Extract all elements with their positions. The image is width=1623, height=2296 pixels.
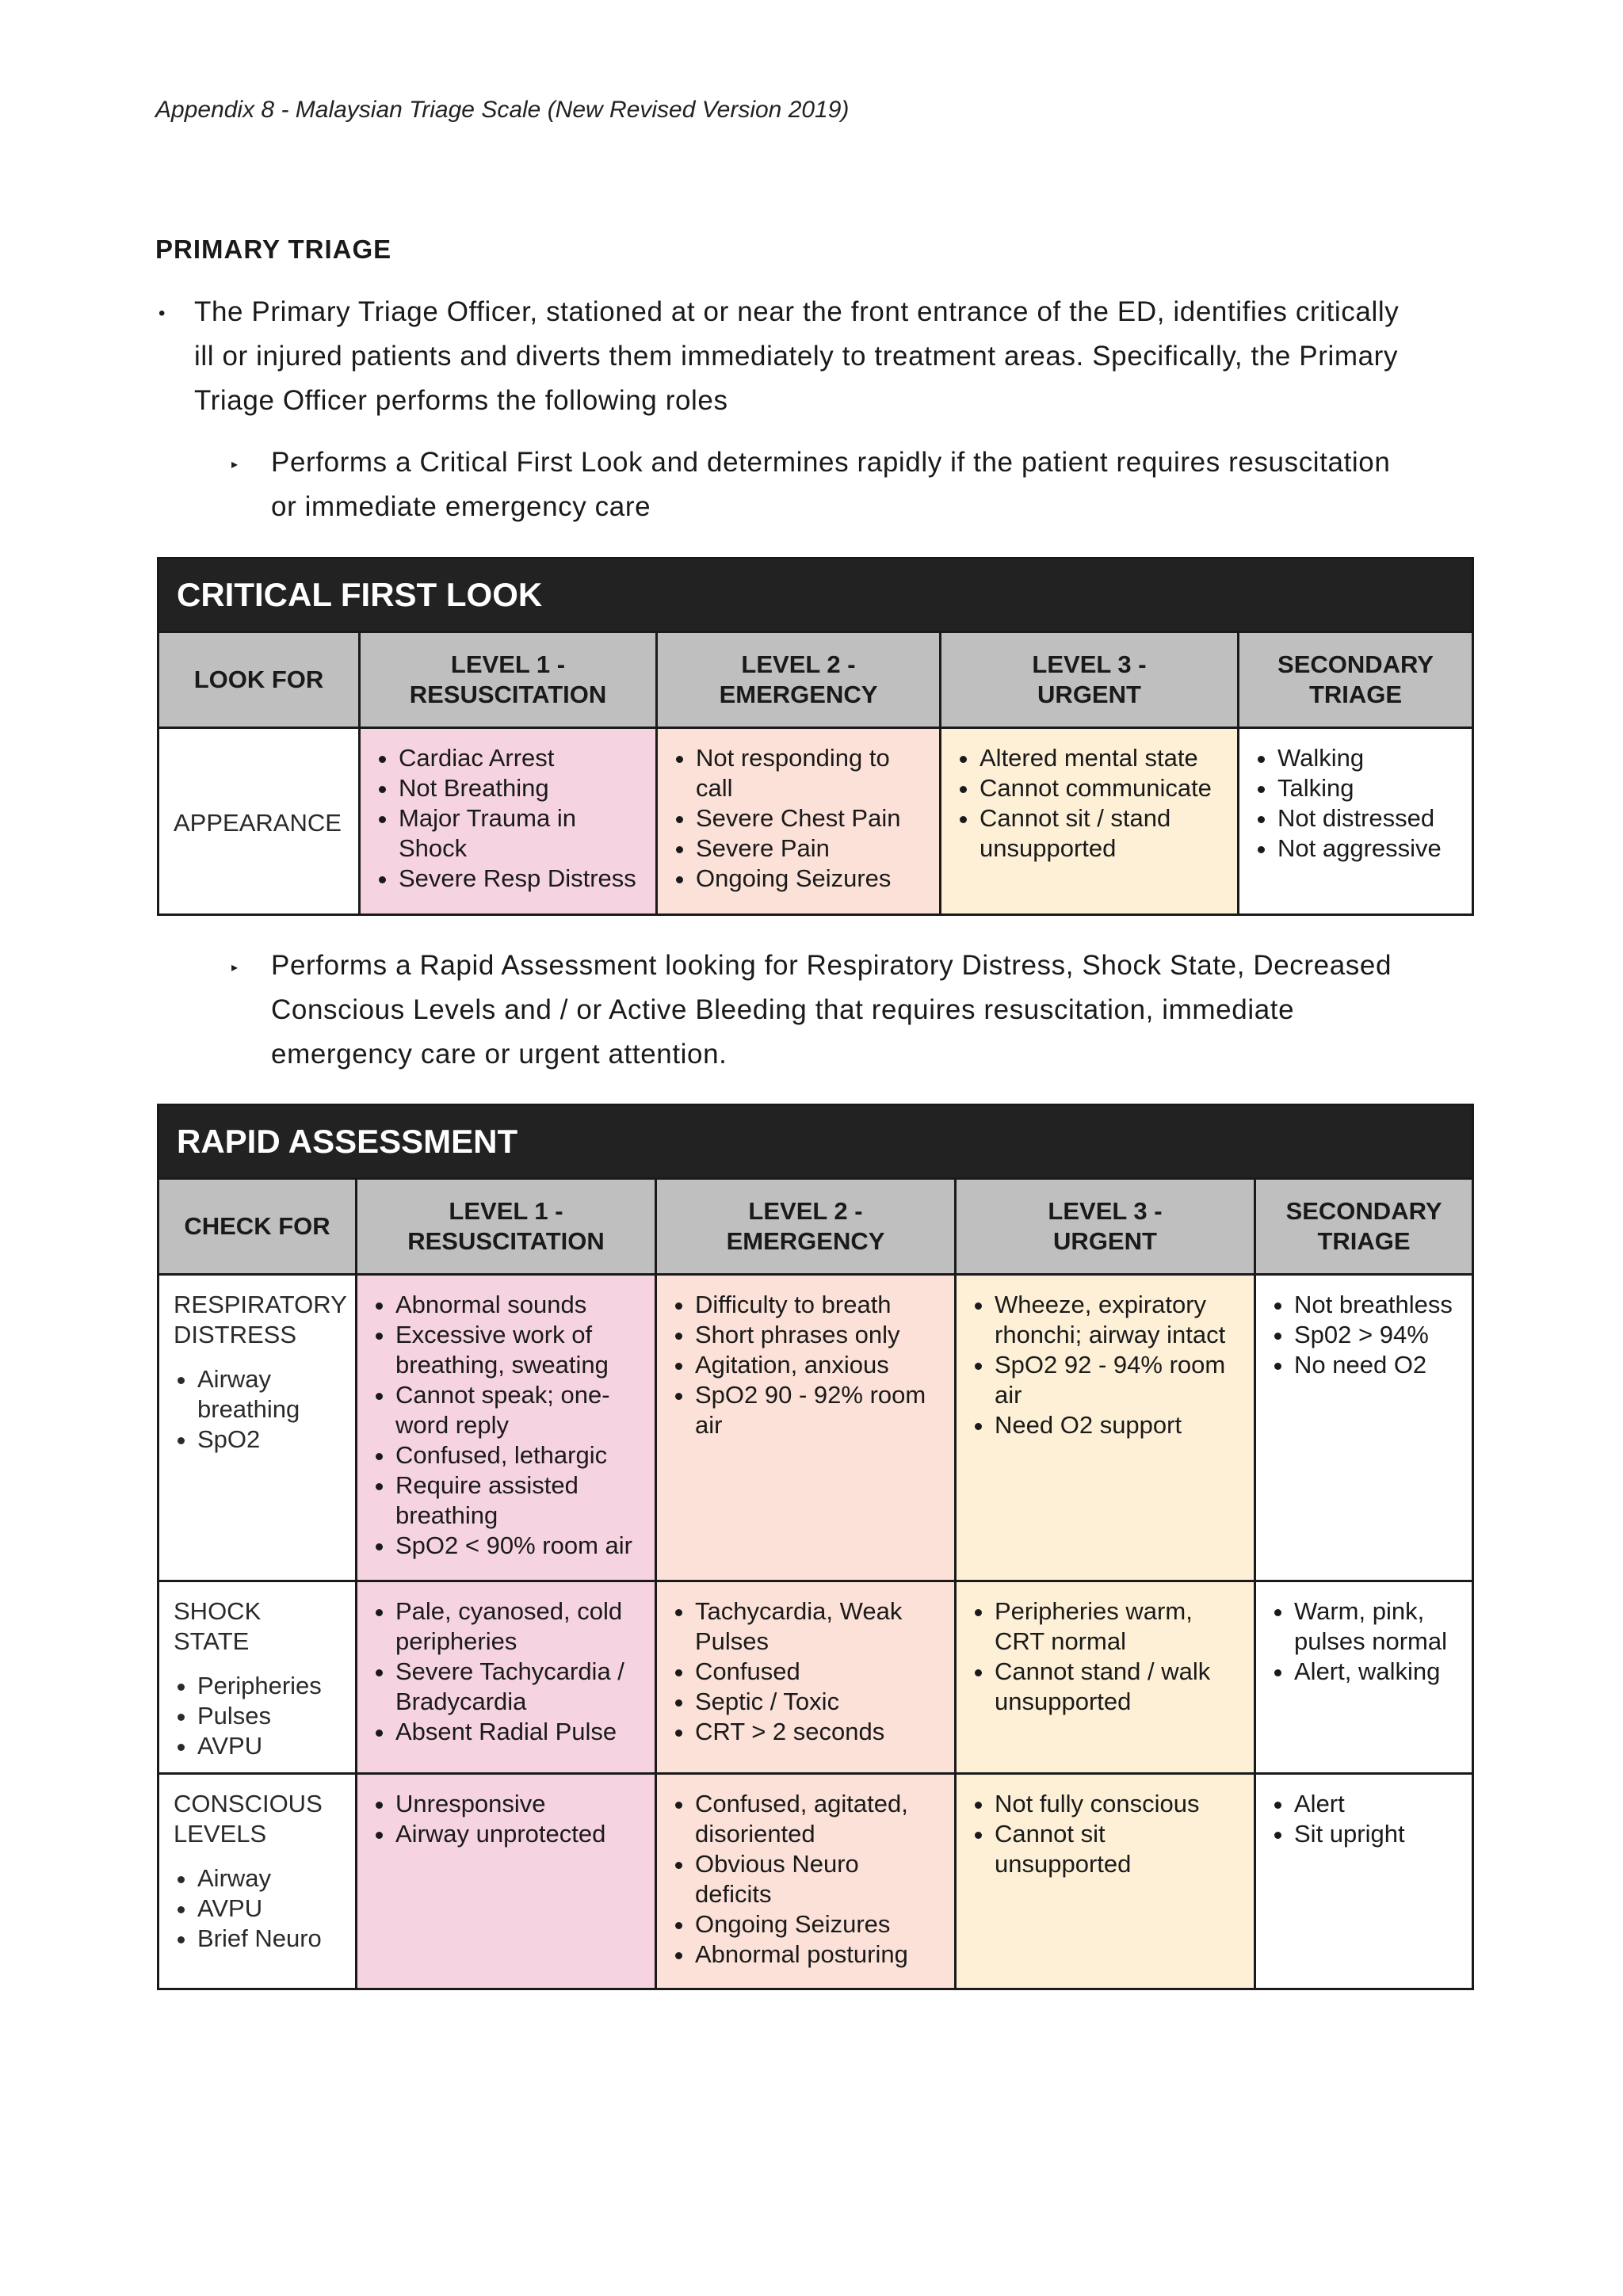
secondary-cell <box>1239 728 1473 915</box>
level1-cell <box>357 1581 656 1774</box>
triangle-bullet-icon: ▸ <box>231 458 239 471</box>
list-item: • Airway breathing <box>197 1364 341 1425</box>
table-row <box>158 1581 1473 1774</box>
role-rapid-assessment: Performs a Rapid Assessment looking for Respiratory Distress, Shock State, Decreased Conscious Levels and / or Active Bleeding that requires resuscitation, immediate emergency care or urgent attention. <box>271 950 1392 1070</box>
list-item: • Cannot stand / walk unsupported <box>995 1657 1239 1717</box>
level3-cell <box>956 1774 1255 1989</box>
level1-cell <box>360 728 657 915</box>
column-header: LEVEL 2 - EMERGENCY <box>656 1179 956 1275</box>
list-item: • Warm, pink, pulses normal <box>1294 1596 1457 1657</box>
list-item: • SpO2 < 90% room air <box>395 1531 640 1561</box>
row-label: SHOCK STATE • Peripheries • Pulses • AVPU <box>158 1581 357 1774</box>
level2-cell <box>656 1275 956 1581</box>
appendix-header: Appendix 8 - Malaysian Triage Scale (New Revised Version 2019) <box>155 97 850 123</box>
section-title: PRIMARY TRIAGE <box>155 235 392 264</box>
level2-cell <box>656 1774 956 1989</box>
level1-cell <box>357 1774 656 1989</box>
list-item: • Need O2 support <box>995 1410 1239 1440</box>
list-item: • Airway <box>197 1863 341 1894</box>
list-item: • Not breathless <box>1294 1290 1457 1320</box>
list-item: • Ongoing Seizures <box>696 864 925 894</box>
list-item: • Ongoing Seizures <box>695 1909 940 1939</box>
list-item: • Walking <box>1277 743 1457 773</box>
secondary-cell <box>1255 1581 1473 1774</box>
list-item: • Excessive work of breathing, sweating <box>395 1320 640 1380</box>
list-item: • Sit upright <box>1294 1819 1457 1849</box>
list-item: • Pale, cyanosed, cold peripheries <box>395 1596 640 1657</box>
list-item: • Agitation, anxious <box>695 1350 940 1380</box>
list-item: • Peripheries warm, CRT normal <box>995 1596 1239 1657</box>
list-item: • Require assisted breathing <box>395 1470 640 1531</box>
column-header: SECONDARY TRIAGE <box>1239 632 1473 728</box>
list-item: • Peripheries <box>197 1671 341 1701</box>
list-item: • AVPU <box>197 1894 341 1924</box>
row-label: CONSCIOUS LEVELS • Airway • AVPU • Brief Neuro <box>158 1774 357 1989</box>
list-item: • Not distressed <box>1277 803 1457 833</box>
list-item: • Abnormal sounds <box>395 1290 640 1320</box>
column-header: SECONDARY TRIAGE <box>1255 1179 1473 1275</box>
list-item: • Confused, lethargic <box>395 1440 640 1470</box>
list-item: • Airway unprotected <box>395 1819 640 1849</box>
list-item: • Altered mental state <box>980 743 1223 773</box>
triangle-bullet-icon: ▸ <box>231 961 239 974</box>
row-label: RESPIRATORY DISTRESS • Airway breathing • SpO2 <box>158 1275 357 1581</box>
level1-cell <box>357 1275 656 1581</box>
level3-cell <box>956 1275 1255 1581</box>
list-item: • Septic / Toxic <box>695 1687 940 1717</box>
list-item: • Obvious Neuro deficits <box>695 1849 940 1909</box>
column-header: CHECK FOR <box>158 1179 357 1275</box>
list-item: • Absent Radial Pulse <box>395 1717 640 1747</box>
column-header: LEVEL 1 - RESUSCITATION <box>357 1179 656 1275</box>
list-item: • Severe Pain <box>696 833 925 864</box>
level2-cell <box>657 728 941 915</box>
critical-first-look-table <box>157 557 1474 916</box>
list-item: • CRT > 2 seconds <box>695 1717 940 1747</box>
list-item: • Brief Neuro <box>197 1924 341 1954</box>
column-header: LEVEL 2 - EMERGENCY <box>657 632 941 728</box>
list-item: • Short phrases only <box>695 1320 940 1350</box>
list-item: • Severe Chest Pain <box>696 803 925 833</box>
list-item: • SpO2 92 - 94% room air <box>995 1350 1239 1410</box>
table-row <box>158 1774 1473 1989</box>
list-item: • AVPU <box>197 1731 341 1761</box>
list-item: • Cardiac Arrest <box>399 743 641 773</box>
list-item: • Pulses <box>197 1701 341 1731</box>
list-item: • Not Breathing <box>399 773 641 803</box>
list-item: • Confused, agitated, disoriented <box>695 1789 940 1849</box>
list-item: • Cannot sit / stand unsupported <box>980 803 1223 864</box>
list-item: • Confused <box>695 1657 940 1687</box>
list-item: • Severe Resp Distress <box>399 864 641 894</box>
secondary-cell <box>1255 1275 1473 1581</box>
level2-cell <box>656 1581 956 1774</box>
list-item: • Difficulty to breath <box>695 1290 940 1320</box>
list-item: • No need O2 <box>1294 1350 1457 1380</box>
list-item: • Talking <box>1277 773 1457 803</box>
secondary-cell <box>1255 1774 1473 1989</box>
list-item: • Alert <box>1294 1789 1457 1819</box>
table-row <box>158 1275 1473 1581</box>
intro-paragraph: The Primary Triage Officer, stationed at or near the front entrance of the ED, identifies critically ill or injured patients and diverts them immediately to treatment areas. Specifically, the Primary Triage Officer performs the following roles <box>194 296 1400 416</box>
list-item: • SpO2 <box>197 1425 341 1455</box>
bullet-dot: • <box>158 303 166 324</box>
rapid-assessment-table <box>157 1104 1474 1990</box>
level3-cell <box>941 728 1239 915</box>
list-item: • Not aggressive <box>1277 833 1457 864</box>
list-item: • Tachycardia, Weak Pulses <box>695 1596 940 1657</box>
list-item: • Not responding to call <box>696 743 925 803</box>
role-critical-first-look: Performs a Critical First Look and determines rapidly if the patient requires resuscitation or immediate emergency care <box>271 447 1391 522</box>
column-header: LEVEL 3 - URGENT <box>956 1179 1255 1275</box>
table-title: CRITICAL FIRST LOOK <box>158 559 1473 632</box>
column-header: LEVEL 1 - RESUSCITATION <box>360 632 657 728</box>
list-item: • Abnormal posturing <box>695 1939 940 1970</box>
list-item: • Unresponsive <box>395 1789 640 1819</box>
list-item: • Severe Tachycardia / Bradycardia <box>395 1657 640 1717</box>
list-item: • Sp02 > 94% <box>1294 1320 1457 1350</box>
level3-cell <box>956 1581 1255 1774</box>
row-label: APPEARANCE <box>158 728 360 915</box>
column-header: LEVEL 3 - URGENT <box>941 632 1239 728</box>
list-item: • SpO2 90 - 92% room air <box>695 1380 940 1440</box>
list-item: • Alert, walking <box>1294 1657 1457 1687</box>
table-title: RAPID ASSESSMENT <box>158 1105 1473 1179</box>
list-item: • Cannot sit unsupported <box>995 1819 1239 1879</box>
list-item: • Wheeze, expiratory rhonchi; airway intact <box>995 1290 1239 1350</box>
list-item: • Major Trauma in Shock <box>399 803 641 864</box>
column-header: LOOK FOR <box>158 632 360 728</box>
list-item: • Not fully conscious <box>995 1789 1239 1819</box>
list-item: • Cannot communicate <box>980 773 1223 803</box>
list-item: • Cannot speak; one-word reply <box>395 1380 640 1440</box>
